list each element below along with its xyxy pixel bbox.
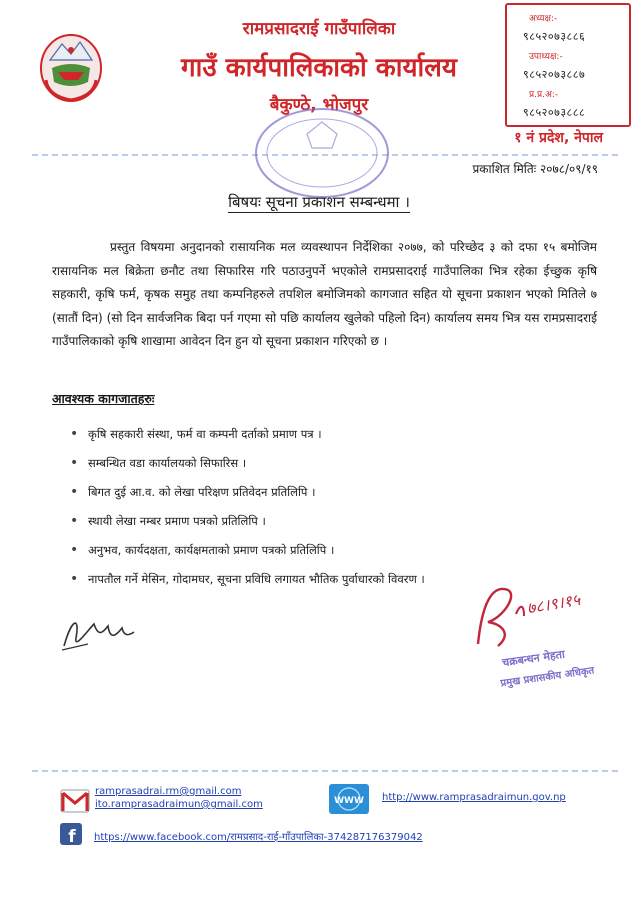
list-item: • अनुभव, कार्यदक्षता, कार्यक्षमताको प्रमाण पत्रको प्रतिलिपि । <box>70 536 590 565</box>
left-signature-icon <box>58 606 138 656</box>
email-link-it[interactable]: ito.ramprasadraimun@gmail.com <box>95 799 263 810</box>
requirements-list <box>70 420 590 594</box>
requirements-heading: आवश्यक कागजातहरुः <box>52 391 155 406</box>
office-stamp-icon <box>252 104 392 202</box>
facebook-icon <box>60 823 82 845</box>
facebook-link[interactable]: https://www.facebook.com/रामप्रसाद-राई-गाँउपालिका-374287176379042 <box>94 832 423 843</box>
list-item: • स्थायी लेखा नम्बर प्रमाण पत्रको प्रतिलिपि । <box>70 507 590 536</box>
publish-date: प्रकाशित मितिः २०७८/०९/१९ <box>472 162 598 176</box>
gmail-icon <box>60 786 90 816</box>
svg-text:WWW: WWW <box>334 796 364 806</box>
subject-text: बिषयः सूचना प्रकाशन सम्बन्धमा । <box>228 193 410 211</box>
list-item: • नापतौल गर्ने मेसिन, गोदामघर, सूचना प्रविधि लगायत भौतिक पुर्वाधारको विवरण । <box>70 565 590 594</box>
contact-box <box>505 3 631 127</box>
office-name: गाउँ कार्यपालिकाको कार्यालय <box>181 53 457 83</box>
email-link-primary[interactable]: ramprasadrai.rm@gmail.com <box>95 786 242 797</box>
signatory-name: चक्रबन्धन मेहता <box>501 647 566 670</box>
website-link[interactable]: http://www.ramprasadraimun.gov.np <box>382 792 566 803</box>
list-item: • बिगत दुई आ.व. को लेखा परिक्षण प्रतिवेदन प्रतिलिपि । <box>70 478 590 507</box>
signatory-title: प्रमुख प्रशासकीय अधिकृत <box>499 665 595 690</box>
officer-signature-icon <box>458 574 598 656</box>
list-item: • सम्बन्धित वडा कार्यालयको सिफारिस । <box>70 449 590 478</box>
footer-divider <box>32 770 618 772</box>
subject-line <box>0 192 638 212</box>
svg-text:७८।९।१५: ७८।९।१५ <box>525 589 582 618</box>
contact-number: ९८५२०७३८८६ <box>523 30 586 43</box>
contact-label: उपाध्यक्ष:- <box>529 52 563 62</box>
office-location: बैकुण्ठे, भोजपुर <box>269 95 369 115</box>
contact-number: ९८५२०७३८८८ <box>523 106 586 119</box>
svg-text:f: f <box>68 827 76 845</box>
www-globe-icon <box>328 783 370 815</box>
list-item: • कृषि सहकारी संस्था, फर्म वा कम्पनी दर्ताको प्रमाण पत्र । <box>70 420 590 449</box>
contact-label: अध्यक्ष:- <box>529 14 558 24</box>
contact-number: ९८५२०७३८८७ <box>523 68 586 81</box>
province-label: १ नं प्रदेश, नेपाल <box>514 130 603 146</box>
municipality-name: रामप्रसादराई गाउँपालिका <box>242 19 396 39</box>
notice-body: प्रस्तुत विषयमा अनुदानको रासायनिक मल व्यवस्थापन निर्देशिका २०७७, को परिच्छेद ३ को दफा १५ बमोजिम रासायनिक मल बिक्रेता छनौट तथा सिफारिस गरि पठाउनुपर्ने भएकोले रामप्रसादराई गाउँपालिका भित्र रहेका ईच्छुक कृषि सहकारी, कृषि फर्म, कृषक समुह तथा कम्पनिहरुले तपशिल बमोजिमको कागजात सहित यो सूचना प्रकाशन भएको मितिले ७ (सातौं दिन) (सो दिन सार्वजनिक बिदा पर्न गएमा सो पछि कार्यालय खुलेको पहिलो दिन) कार्यालय समय भित्र यस रामप्रसादराई गाउँपालिकाको कृषि शाखामा आवेदन दिन हुन यो सूचना प्रकाशन गरिएको छ । <box>52 240 597 348</box>
contact-label: प्र.प्र.अ:- <box>529 90 559 100</box>
